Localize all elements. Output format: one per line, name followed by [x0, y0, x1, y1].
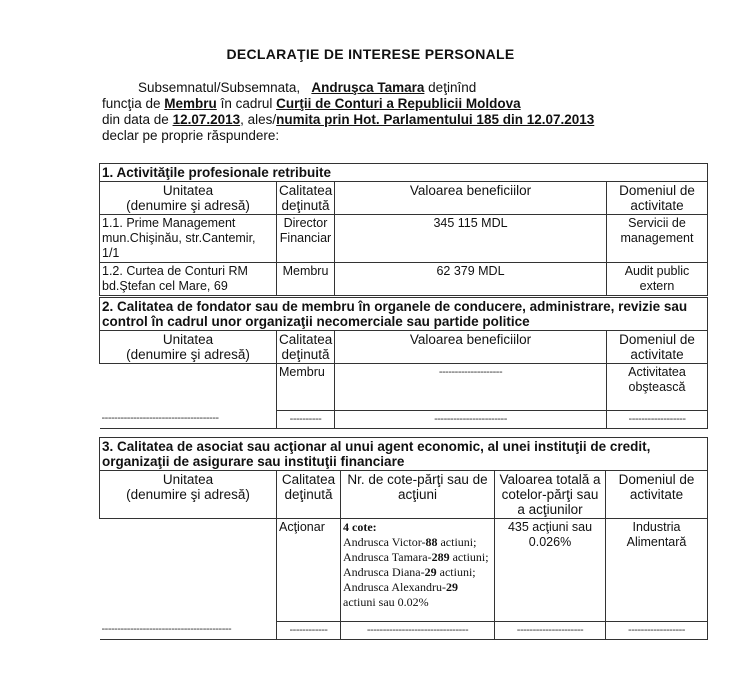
role-cell: ---------- — [277, 410, 335, 428]
domain-cell: ------------------ — [607, 410, 708, 428]
section-1-table — [99, 163, 708, 296]
shareholder-name: Andrusca Diana- — [343, 565, 425, 579]
appointment-value: numita prin Hot. Parlamentului 185 din 12.07.2013 — [276, 112, 595, 127]
declaration-intro — [102, 80, 594, 144]
section-1-title: 1. Activităţile profesionale retribuite — [100, 164, 708, 182]
column-header: Valoarea beneficiilor — [335, 331, 607, 364]
table-row — [100, 364, 708, 411]
column-header: Valoarea totală a cotelor-părţi sau a acţiunilor — [495, 471, 606, 519]
shares-title: 4 cote: — [343, 520, 377, 534]
value-cell: 62 379 MDL — [335, 263, 607, 296]
role-cell: Membru — [277, 263, 335, 296]
share-count: 88 — [425, 535, 438, 549]
unit-cell: ------------------------------------- — [100, 410, 277, 428]
shares-cell — [341, 519, 495, 622]
domain-cell: Audit public extern — [607, 263, 708, 296]
domain-cell: Servicii de management — [607, 215, 708, 263]
column-header: Domeniul de activitate — [606, 471, 708, 519]
institution-value: Curţii de Conturi a Republicii Moldova — [276, 96, 521, 111]
shareholder-name: Andrusca Tamara- — [343, 550, 432, 564]
share-suffix: actiuni; — [436, 565, 476, 579]
table-row — [100, 519, 708, 622]
intro-text: , ales/ — [240, 112, 277, 127]
column-header: Domeniul de activitate — [607, 331, 708, 364]
section-2-table — [99, 297, 708, 429]
unit-cell: 1.1. Prime Management mun.Chişinău, str.Cantemir, 1/1 — [100, 215, 277, 263]
intro-text: în cadrul — [216, 96, 277, 111]
document-title: DECLARAŢIE DE INTERESE PERSONALE — [226, 46, 515, 62]
function-value: Membru — [164, 96, 217, 111]
unit-cell: ----------------------------------------- — [100, 621, 277, 639]
column-header: Calitatea deţinută — [277, 182, 335, 215]
column-header: Calitatea deţinută — [277, 471, 341, 519]
table-row — [100, 215, 708, 263]
share-suffix: actiuni sau — [343, 595, 395, 609]
share-count: 29 — [424, 565, 437, 579]
domain-cell: ------------------ — [606, 621, 708, 639]
column-header: Unitatea (denumire şi adresă) — [100, 331, 277, 364]
intro-text: funcţia de — [102, 96, 165, 111]
column-header: Calitatea deţinută — [277, 331, 335, 364]
intro-text: deţinînd — [424, 80, 477, 95]
intro-text: Subsemnatul/Subsemnata, — [138, 80, 301, 95]
domain-cell: Activitatea obştească — [607, 364, 708, 411]
column-header: Nr. de cote-părţi sau de acţiuni — [341, 471, 495, 519]
role-cell: Acţionar — [277, 519, 341, 622]
intro-text: din data de — [102, 112, 173, 127]
share-percent: 0.02% — [397, 595, 429, 609]
share-count: 289 — [431, 550, 450, 564]
value-cell: 345 115 MDL — [335, 215, 607, 263]
value-cell: -------------------- — [335, 364, 607, 411]
role-cell: Membru — [277, 364, 335, 411]
role-cell: Director Financiar — [277, 215, 335, 263]
role-cell: ------------ — [277, 621, 341, 639]
column-header: Valoarea beneficiilor — [335, 182, 607, 215]
domain-cell: Industria Alimentară — [606, 519, 708, 622]
table-row — [100, 263, 708, 296]
unit-cell — [100, 519, 277, 622]
table-row — [100, 410, 708, 428]
total-cell: --------------------- — [495, 621, 606, 639]
shares-cell: -------------------------------- — [341, 621, 495, 639]
share-suffix: actiuni; — [449, 550, 489, 564]
column-header: Domeniul de activitate — [607, 182, 708, 215]
value-cell: ----------------------- — [335, 410, 607, 428]
section-2-title: 2. Calitatea de fondator sau de membru în organele de conducere, administrare, revizie sau control în cadrul unor organizaţii necomerciale sau partide politice — [100, 298, 708, 331]
intro-text: declar pe proprie răspundere: — [102, 128, 280, 143]
declarant-name: Andruşca Tamara — [311, 80, 425, 95]
shareholder-name: Andrusca Alexandru- — [343, 580, 446, 594]
column-header: Unitatea (denumire şi adresă) — [100, 182, 277, 215]
shareholder-name: Andrusca Victor- — [343, 535, 426, 549]
column-header: Unitatea (denumire şi adresă) — [100, 471, 277, 519]
share-count: 29 — [445, 580, 458, 594]
table-row — [100, 621, 708, 639]
total-cell: 435 acţiuni sau 0.026% — [495, 519, 606, 622]
share-suffix: actiuni; — [437, 535, 477, 549]
unit-cell: 1.2. Curtea de Conturi RM bd.Ştefan cel Mare, 69 — [100, 263, 277, 296]
section-3-table — [99, 437, 708, 640]
unit-cell — [100, 364, 277, 411]
section-3-title: 3. Calitatea de asociat sau acţionar al unui agent economic, al unei instituţii de credit, organizaţii de asigurare sau instituţii financiare — [100, 438, 708, 471]
date-value: 12.07.2013 — [172, 112, 241, 127]
